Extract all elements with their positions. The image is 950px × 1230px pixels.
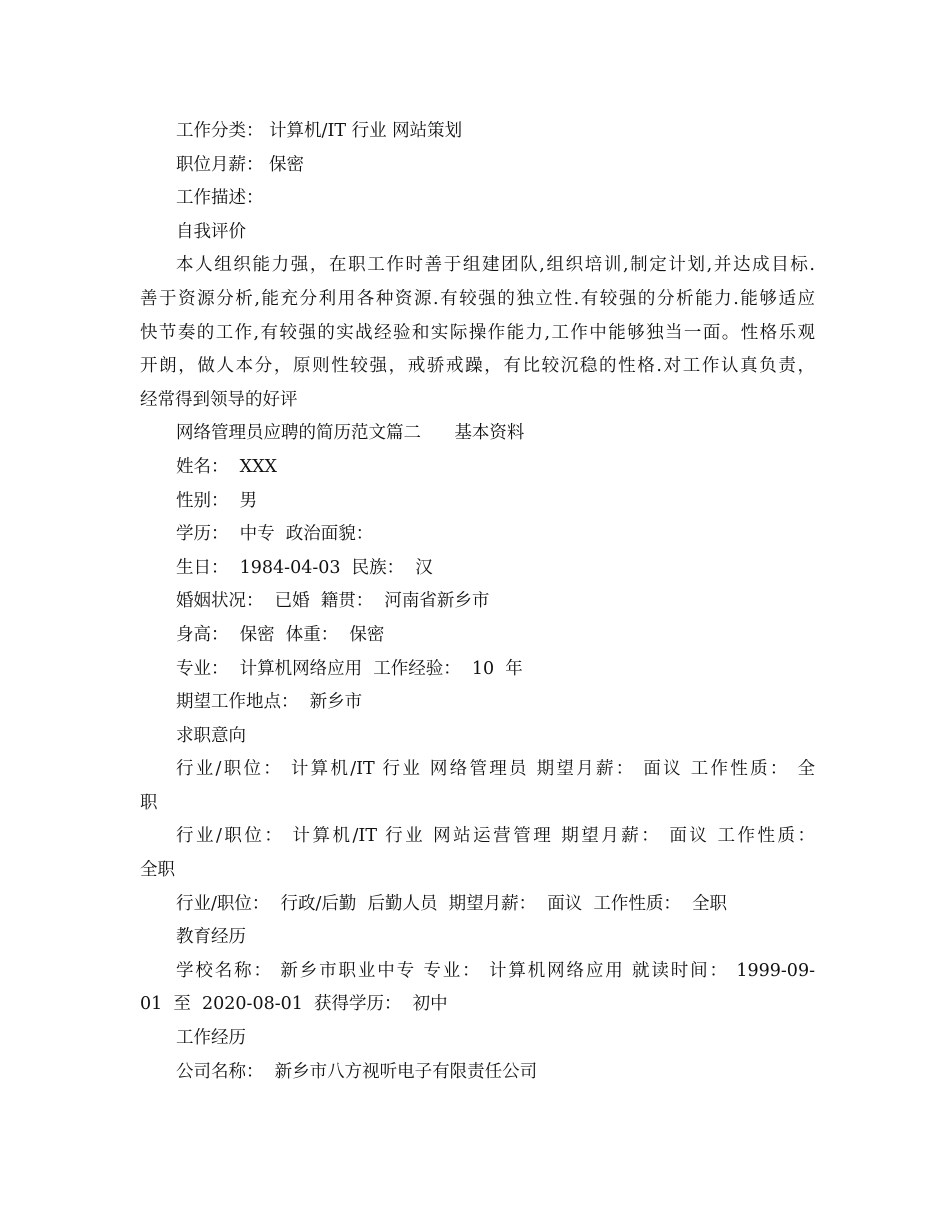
self-evaluation-text-2: 善于资源分析,能充分利用各种资源.有较强的独立性.有较强的分析能力.能够适应 (140, 288, 815, 309)
birthday-line: 生日： 1984-04-03 民族： 汉 (176, 557, 433, 578)
marital-status-line: 婚姻状况： 已婚 籍贯： 河南省新乡市 (176, 591, 490, 612)
self-evaluation-text-1: 本人组织能力强，在职工作时善于组建团队,组织培训,制定计划,并达成目标. (176, 255, 815, 276)
education-level-line: 学历： 中专 政治面貌： (176, 524, 374, 545)
job-intention-2-cont: 全职 (140, 860, 175, 881)
self-evaluation-text-4: 开朗，做人本分，原则性较强，戒骄戒躁，有比较沉稳的性格.对工作认真负责， (140, 356, 815, 377)
job-intention-2: 行业/职位： 计算机/IT 行业 网站运营管理 期望月薪： 面议 工作性质： (176, 826, 815, 847)
expected-location-line: 期望工作地点： 新乡市 (176, 692, 363, 713)
job-description-line: 工作描述： (176, 188, 264, 209)
gender-line: 性别： 男 (176, 490, 258, 511)
work-history-heading: 工作经历 (176, 1028, 246, 1049)
name-line: 姓名： XXX (176, 456, 278, 477)
education-history-heading: 教育经历 (176, 927, 246, 948)
monthly-salary-line: 职位月薪： 保密 (176, 154, 305, 175)
self-evaluation-text-5: 经常得到领导的好评 (140, 389, 298, 410)
job-intention-1: 行业/职位： 计算机/IT 行业 网络管理员 期望月薪： 面议 工作性质： 全 (176, 759, 815, 780)
height-weight-line: 身高： 保密 体重： 保密 (176, 624, 385, 645)
job-category-line: 工作分类： 计算机/IT 行业 网站策划 (176, 121, 463, 141)
school-line-cont: 01 至 2020-08-01 获得学历： 初中 (140, 994, 448, 1015)
self-evaluation-text-3: 快节奏的工作,有较强的实战经验和实际操作能力,工作中能够独当一面。性格乐观 (140, 322, 815, 343)
company-name-line: 公司名称： 新乡市八方视听电子有限责任公司 (176, 1061, 538, 1082)
job-intention-3: 行业/职位： 行政/后勤 后勤人员 期望月薪： 面议 工作性质： 全职 (176, 893, 728, 914)
major-experience-line: 专业： 计算机网络应用 工作经验： 10 年 (176, 658, 523, 679)
section-title-sample-two: 网络管理员应聘的简历范文篇二 基本资料 (176, 423, 525, 444)
job-intention-1-cont: 职 (140, 792, 158, 813)
document-body (140, 115, 815, 1089)
job-intention-heading: 求职意向 (176, 725, 246, 746)
school-line: 学校名称： 新乡市职业中专 专业： 计算机网络应用 就读时间： 1999-09- (176, 960, 815, 981)
self-evaluation-heading: 自我评价 (176, 221, 246, 242)
